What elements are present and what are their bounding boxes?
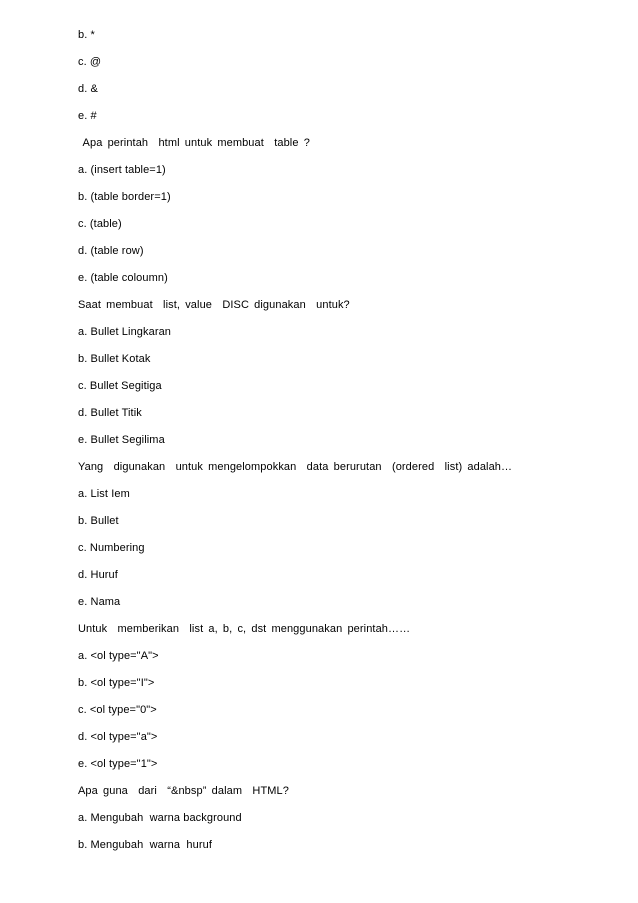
option-a-insert-table: a. (insert table=1) — [78, 164, 166, 176]
option-d-letter: d. Huruf — [78, 569, 118, 581]
option-d-ol-type-lower-a: d. <ol type="a"> — [78, 731, 158, 743]
option-c-numbering: c. Numbering — [78, 542, 145, 554]
option-c-table: c. (table) — [78, 218, 122, 230]
question-list-disc: Saat membuat list, value DISC digunakan untuk? — [78, 299, 350, 311]
option-c-at: c. @ — [78, 56, 102, 68]
option-c-bullet-triangle: c. Bullet Segitiga — [78, 380, 162, 392]
option-a-bullet-circle: a. Bullet Lingkaran — [78, 326, 172, 338]
option-b-bullet: b. Bullet — [78, 515, 119, 527]
option-e-bullet-pentagon: e. Bullet Segilima — [78, 434, 165, 446]
option-d-ampersand: d. & — [78, 83, 98, 95]
option-d-bullet-dot: d. Bullet Titik — [78, 407, 142, 419]
question-nbsp: Apa guna dari “&nbsp” dalam HTML? — [78, 785, 289, 797]
option-c-ol-type-zero: c. <ol type="0"> — [78, 704, 157, 716]
option-a-change-background: a. Mengubah warna background — [78, 812, 242, 824]
option-d-table-row: d. (table row) — [78, 245, 144, 257]
option-e-ol-type-one: e. <ol type="1"> — [78, 758, 158, 770]
option-e-hash: e. # — [78, 110, 97, 122]
option-b-bullet-square: b. Bullet Kotak — [78, 353, 151, 365]
question-list-abc: Untuk memberikan list a, b, c, dst menggunakan perintah…… — [78, 623, 411, 635]
question-table-command: Apa perintah html untuk membuat table ? — [78, 137, 310, 149]
option-b-table-border: b. (table border=1) — [78, 191, 171, 203]
option-b-ol-type-roman: b. <ol type="I"> — [78, 677, 155, 689]
question-ordered-list: Yang digunakan untuk mengelompokkan data berurutan (ordered list) adalah… — [78, 461, 513, 473]
option-a-list-item: a. List Iem — [78, 488, 130, 500]
option-b-change-font-color: b. Mengubah warna huruf — [78, 839, 212, 851]
option-a-ol-type-upper-a: a. <ol type="A"> — [78, 650, 159, 662]
option-e-name: e. Nama — [78, 596, 121, 608]
option-b-asterisk: b. * — [78, 29, 95, 41]
option-e-table-column: e. (table coloumn) — [78, 272, 168, 284]
